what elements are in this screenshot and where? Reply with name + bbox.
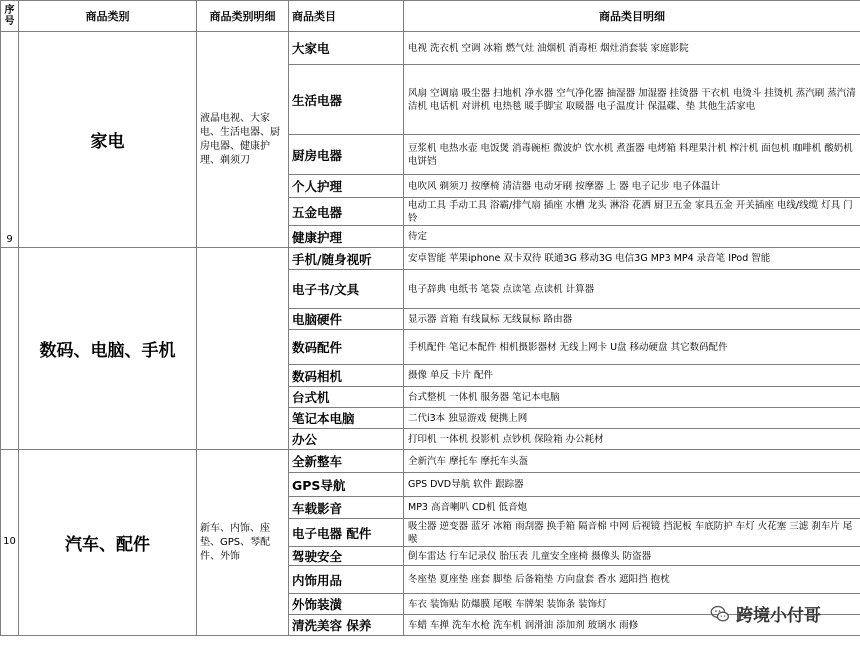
table-row bbox=[1, 248, 860, 270]
detail-cell: 台式整机 一体机 服务器 笔记本电脑 bbox=[404, 387, 860, 408]
detail-cell: 安卓智能 苹果iphone 双卡双待 联通3G 移动3G 电信3G MP3 MP4 录音笔 IPod 智能 bbox=[404, 248, 860, 270]
detail-cell: 豆浆机 电热水壶 电饭煲 消毒碗柜 微波炉 饮水机 煮蛋器 电烤箱 料理果汁机 榨汁机 面包机 咖啡机 酸奶机 电饼铛 bbox=[404, 135, 860, 175]
seq-cell: 10 bbox=[1, 450, 19, 636]
detail-cell: 全新汽车 摩托车 摩托车头盔 bbox=[404, 450, 860, 473]
header-row bbox=[1, 1, 860, 32]
subcategory-cell: 外饰装潢 bbox=[289, 594, 404, 615]
category-detail-cell: 新车、内饰、座垫、GPS、琴配件、外饰 bbox=[197, 450, 289, 636]
subcategory-cell: 电脑硬件 bbox=[289, 309, 404, 330]
category-detail-cell: 液晶电视、大家电、生活电器、厨房电器、健康护理、剃须刀 bbox=[197, 32, 289, 248]
header-seq: 序号 bbox=[1, 1, 19, 32]
subcategory-cell: 内饰用品 bbox=[289, 566, 404, 594]
subcategory-cell: 电子书/文具 bbox=[289, 270, 404, 309]
subcategory-cell: 台式机 bbox=[289, 387, 404, 408]
detail-cell: 摄像 单反 卡片 配件 bbox=[404, 365, 860, 387]
detail-cell: 打印机 一体机 投影机 点钞机 保险箱 办公耗材 bbox=[404, 429, 860, 450]
detail-cell: 倒车雷达 行车记录仪 胎压表 儿童安全座椅 摄像头 防盗器 bbox=[404, 547, 860, 566]
category-detail-cell bbox=[197, 248, 289, 450]
subcategory-cell: 生活电器 bbox=[289, 65, 404, 135]
subcategory-cell: 清洗美容 保养 bbox=[289, 615, 404, 636]
detail-cell: 吸尘器 逆变器 蓝牙 冰箱 雨刮器 换手箱 隔音棉 中网 后视镜 挡泥板 车底防护 车灯 火花塞 三滤 刹车片 尾喉 bbox=[404, 519, 860, 547]
table-row bbox=[1, 450, 860, 473]
subcategory-cell: 驾驶安全 bbox=[289, 547, 404, 566]
category-cell: 汽车、配件 bbox=[19, 450, 197, 636]
category-cell: 家电 bbox=[19, 32, 197, 248]
subcategory-cell: 手机/随身视听 bbox=[289, 248, 404, 270]
detail-cell: 待定 bbox=[404, 226, 860, 248]
detail-cell: 手机配件 笔记本配件 相机摄影器材 无线上网卡 U盘 移动硬盘 其它数码配件 bbox=[404, 330, 860, 365]
detail-cell: GPS DVD导航 软件 跟踪器 bbox=[404, 473, 860, 497]
detail-cell: 车蜡 车掸 洗车水枪 洗车机 润滑油 添加剂 玻璃水 雨修 bbox=[404, 615, 860, 636]
detail-cell: 二代i3本 独显游戏 便携上网 bbox=[404, 408, 860, 429]
subcategory-cell: 厨房电器 bbox=[289, 135, 404, 175]
subcategory-cell: 笔记本电脑 bbox=[289, 408, 404, 429]
subcategory-cell: 办公 bbox=[289, 429, 404, 450]
watermark bbox=[710, 601, 821, 626]
detail-cell: 车衣 装饰贴 防爆膜 尾喉 车牌架 装饰条 装饰灯 bbox=[404, 594, 860, 615]
subcategory-cell: 车载影音 bbox=[289, 497, 404, 519]
subcategory-cell: 个人护理 bbox=[289, 175, 404, 198]
detail-cell: 冬座垫 夏座垫 座套 脚垫 后备箱垫 方向盘套 香水 遮阳挡 抱枕 bbox=[404, 566, 860, 594]
subcategory-cell: 大家电 bbox=[289, 32, 404, 65]
subcategory-cell: 健康护理 bbox=[289, 226, 404, 248]
header-category-detail: 商品类别明细 bbox=[197, 1, 289, 32]
subcategory-cell: 全新整车 bbox=[289, 450, 404, 473]
subcategory-cell: 数码相机 bbox=[289, 365, 404, 387]
subcategory-cell: 五金电器 bbox=[289, 198, 404, 226]
detail-cell: 电视 洗衣机 空调 冰箱 燃气灶 油烟机 消毒柜 烟灶消套装 家庭影院 bbox=[404, 32, 860, 65]
detail-cell: 显示器 音箱 有线鼠标 无线鼠标 路由器 bbox=[404, 309, 860, 330]
header-subcategory: 商品类目 bbox=[289, 1, 404, 32]
header-category: 商品类别 bbox=[19, 1, 197, 32]
wechat-icon bbox=[710, 604, 730, 624]
detail-cell: 电动工具 手动工具 浴霸/排气扇 插座 水槽 龙头 淋浴 花洒 厨卫五金 家具五金 开关插座 电线/线缆 灯具 门铃 bbox=[404, 198, 860, 226]
detail-cell: 电子辞典 电纸书 笔袋 点读笔 点读机 计算器 bbox=[404, 270, 860, 309]
table-row bbox=[1, 32, 860, 65]
watermark-text: 跨境小付哥 bbox=[736, 606, 821, 626]
seq-cell bbox=[1, 248, 19, 450]
detail-cell: MP3 高音喇叭 CD机 低音炮 bbox=[404, 497, 860, 519]
detail-cell: 风扇 空调扇 吸尘器 扫地机 净水器 空气净化器 抽湿器 加湿器 挂烫器 干衣机 电烫斗 挂烫机 蒸汽刷 蒸汽清洁机 电话机 对讲机 电热毯 暖手脚宝 取暖器 电子温度计 保温碟、垫 其他生活家电 bbox=[404, 65, 860, 135]
subcategory-cell: 电子电器 配件 bbox=[289, 519, 404, 547]
category-cell: 数码、电脑、手机 bbox=[19, 248, 197, 450]
subcategory-cell: GPS导航 bbox=[289, 473, 404, 497]
seq-cell: 9 bbox=[1, 32, 19, 248]
detail-cell: 电吹风 剃须刀 按摩椅 清洁器 电动牙刷 按摩器 上 器 电子记步 电子体温计 bbox=[404, 175, 860, 198]
header-subcategory-detail: 商品类目明细 bbox=[404, 1, 860, 32]
subcategory-cell: 数码配件 bbox=[289, 330, 404, 365]
